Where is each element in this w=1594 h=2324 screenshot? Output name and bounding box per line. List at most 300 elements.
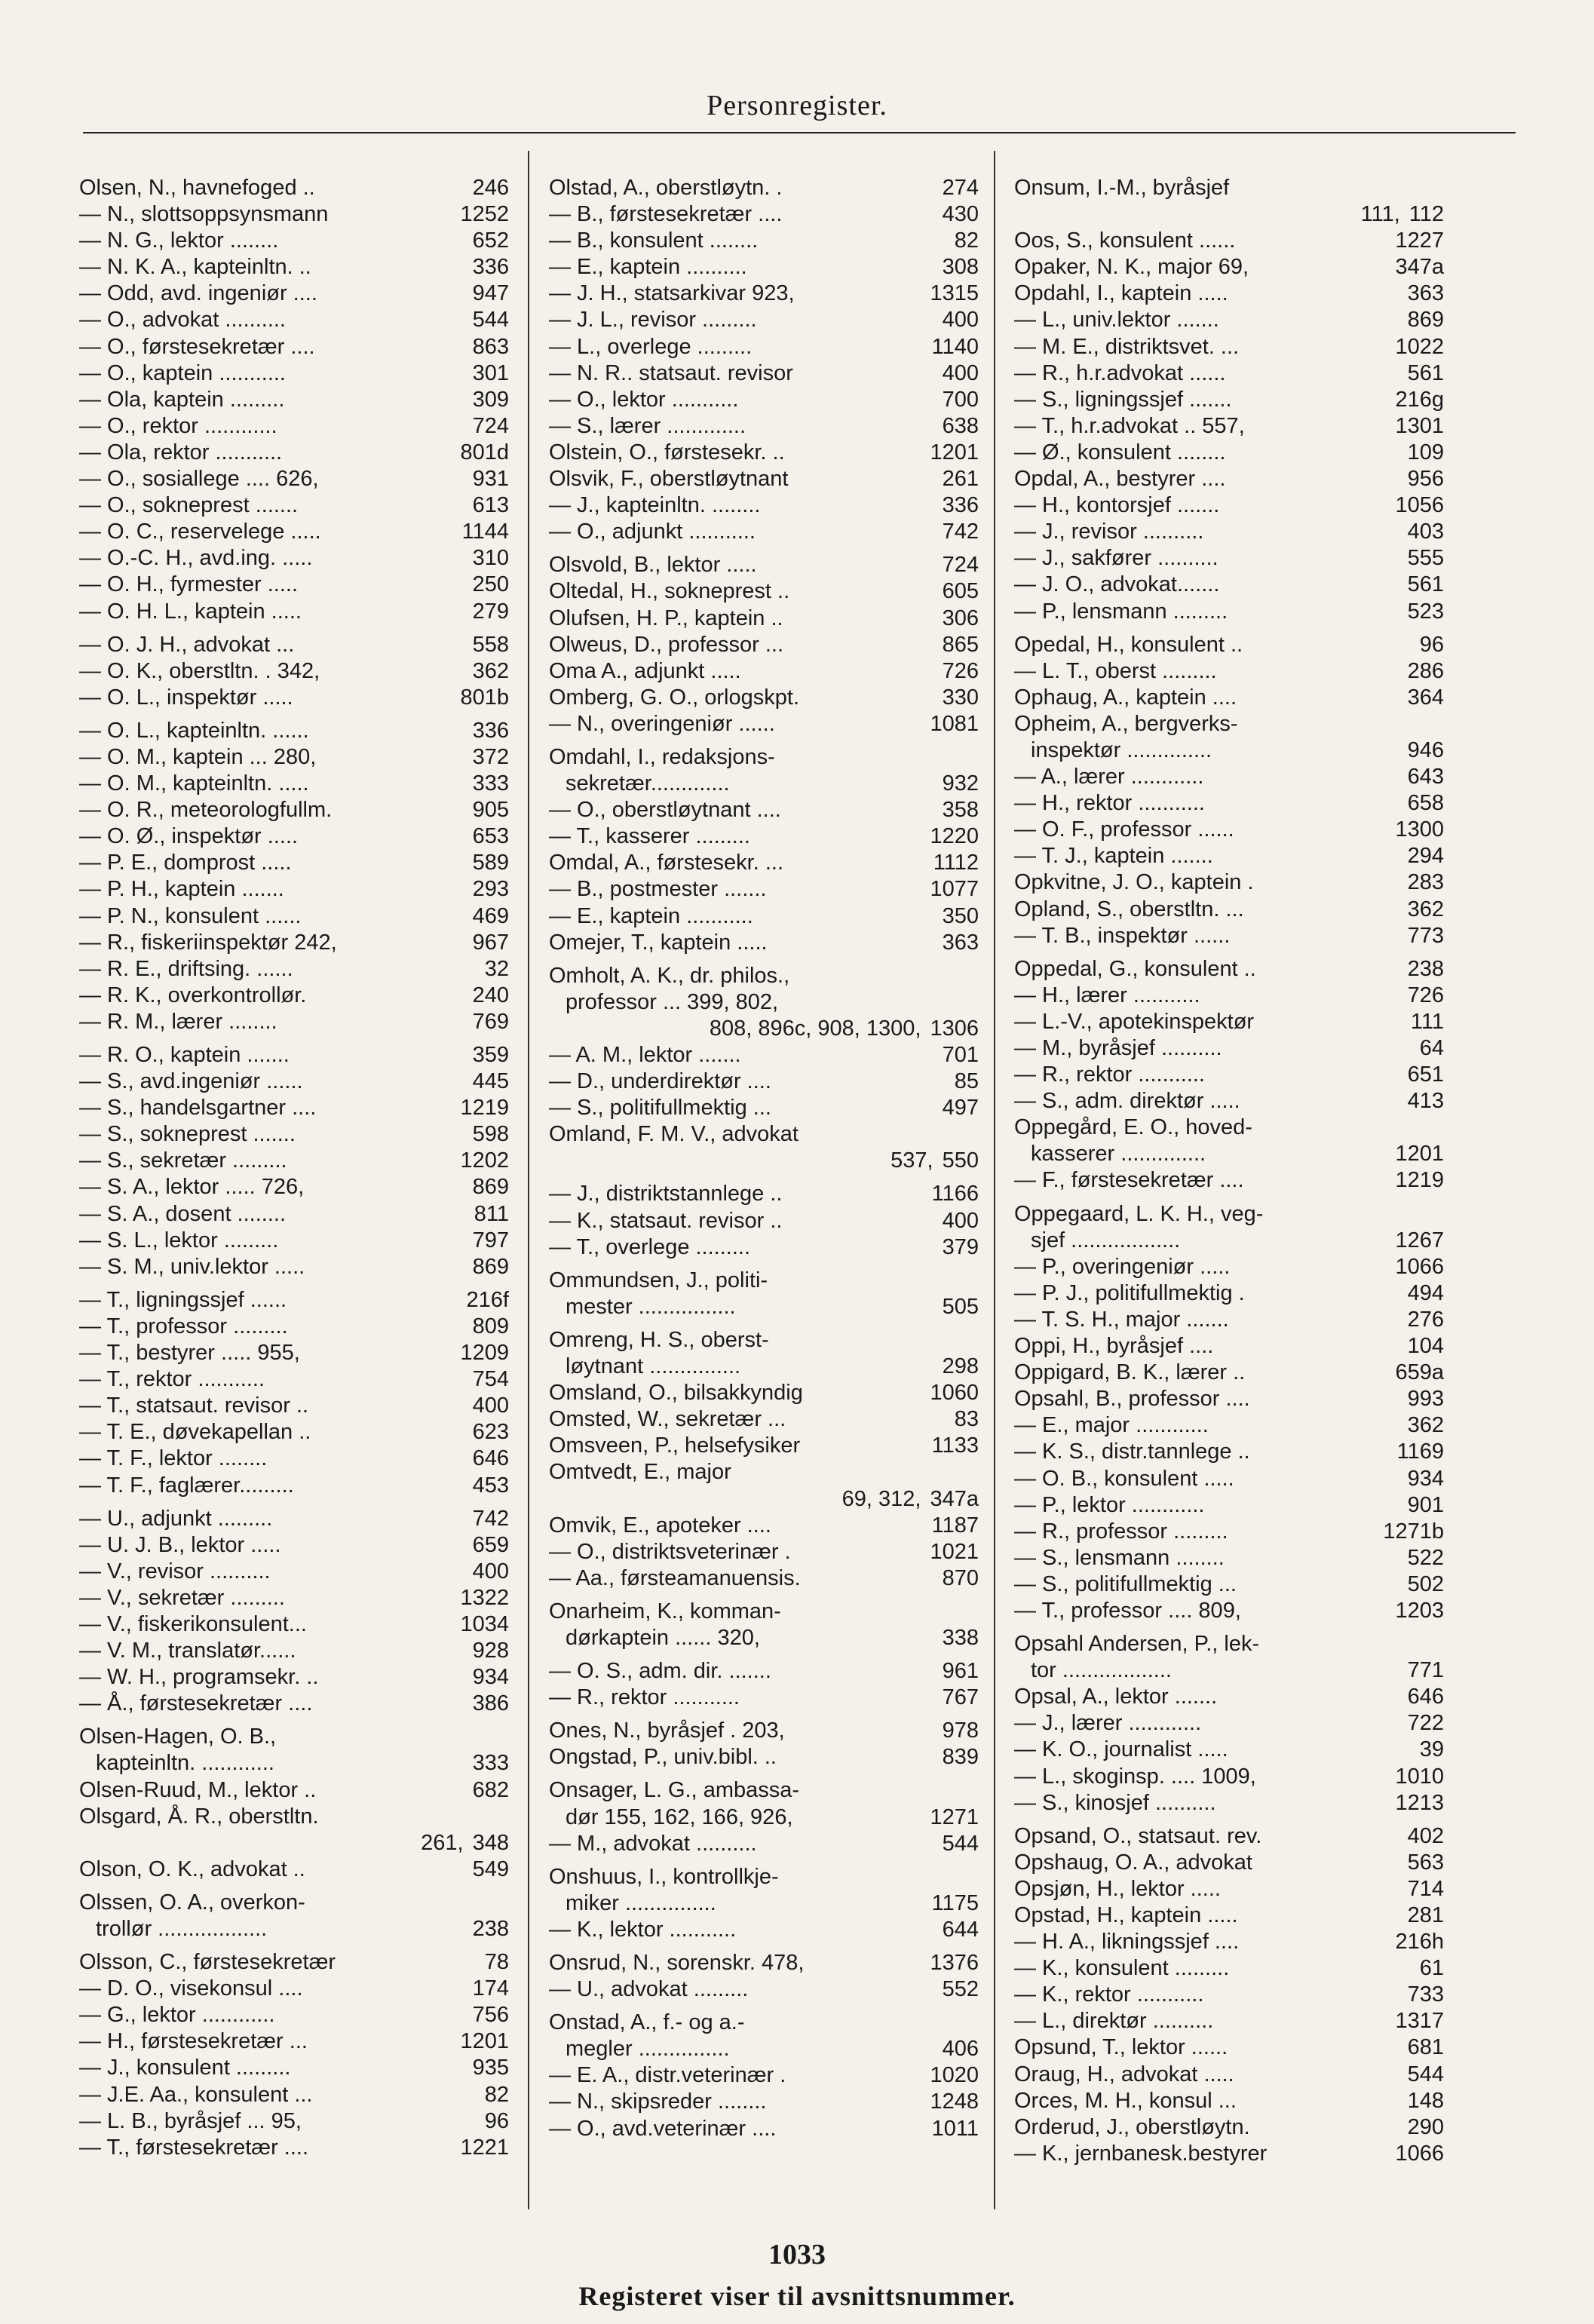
entry-text: — H., rektor ........... xyxy=(1014,791,1205,816)
index-entry xyxy=(1014,1280,1444,1307)
entry-text: Onsrud, N., sorenskr. 478, xyxy=(549,1951,805,1975)
entry-text: — L., overlege ......... xyxy=(549,334,753,359)
index-entry xyxy=(79,1009,509,1035)
entry-text: Olstein, O., førstesekr. .. xyxy=(549,440,785,464)
entry-text: — R., fiskeriinspektør 242, xyxy=(79,930,337,955)
entry-pages: 338 xyxy=(942,1625,979,1650)
entry-pages: 32 xyxy=(484,956,509,981)
entry-pages xyxy=(974,989,979,1016)
entry-pages: 1187 xyxy=(931,1513,979,1538)
index-entry xyxy=(79,175,509,201)
entry-pages: 494 xyxy=(1407,1280,1444,1305)
entry-text: Omtvedt, E., major xyxy=(549,1460,731,1485)
entry-pages: 722 xyxy=(1407,1711,1444,1736)
index-list xyxy=(1014,175,1444,2167)
entry-text: Oppedal, G., konsulent .. xyxy=(1014,956,1256,981)
index-entry xyxy=(79,201,509,228)
index-entry xyxy=(79,254,509,281)
entry-pages: 112 xyxy=(1409,202,1444,227)
index-entry xyxy=(79,1638,509,1664)
index-entry xyxy=(79,632,509,658)
index-column-3 xyxy=(1014,175,1444,2167)
entry-text: — O., adjunkt ........... xyxy=(549,520,756,544)
index-entry xyxy=(1014,1035,1444,1062)
entry-pages: 1300 xyxy=(1395,817,1444,842)
index-entry xyxy=(79,1314,509,1340)
entry-pages: 1220 xyxy=(930,824,979,849)
index-entry xyxy=(549,1565,979,1592)
entry-text: — Ø., konsulent ........ xyxy=(1014,440,1226,464)
entry-text: Omreng, H. S., oberst- xyxy=(549,1327,769,1352)
index-entry xyxy=(79,1559,509,1585)
entry-pages: 558 xyxy=(472,632,509,657)
entry-text: 69, 312, xyxy=(841,1486,921,1511)
entry-text: — P. J., politifullmektig . xyxy=(1014,1280,1245,1305)
index-entry xyxy=(1014,492,1444,519)
index-entry xyxy=(1014,1141,1444,1167)
entry-pages: 400 xyxy=(472,1559,509,1584)
entry-pages xyxy=(504,1890,509,1916)
entry-pages: 1133 xyxy=(931,1433,979,1458)
index-entry xyxy=(1014,1737,1444,1763)
index-entry xyxy=(1014,658,1444,685)
entry-text: — P. E., domprost ..... xyxy=(79,851,292,875)
entry-pages: 469 xyxy=(472,903,509,928)
entry-pages: 646 xyxy=(472,1446,509,1471)
entry-text: — O. H. L., kaptein ..... xyxy=(79,599,302,624)
index-entry xyxy=(549,823,979,850)
entry-text: Oppi, H., byråsjef .... xyxy=(1014,1334,1214,1359)
entry-pages: 333 xyxy=(472,1751,509,1776)
entry-text: — E., kaptein .......... xyxy=(549,255,747,280)
entry-pages: 96 xyxy=(1419,632,1444,657)
entry-pages xyxy=(1439,1201,1444,1228)
entry-text: — L., univ.lektor ....... xyxy=(1014,308,1219,333)
index-entry xyxy=(549,771,979,797)
index-entry xyxy=(1014,440,1444,466)
index-entry xyxy=(549,989,979,1016)
entry-pages: 1252 xyxy=(460,202,509,227)
entry-text: Onshuus, I., kontrollkje- xyxy=(549,1864,779,1889)
entry-pages: 869 xyxy=(472,1254,509,1279)
index-entry xyxy=(79,2028,509,2055)
entry-pages: 811 xyxy=(474,1201,509,1226)
entry-text: Opland, S., oberstltn. ... xyxy=(1014,897,1244,921)
entry-pages: 148 xyxy=(1407,2088,1444,2113)
index-entry xyxy=(549,711,979,737)
entry-text: — V. M., translatør...... xyxy=(79,1639,296,1663)
entry-pages: 956 xyxy=(1407,467,1444,492)
entry-text: Opsand, O., statsaut. rev. xyxy=(1014,1823,1262,1848)
index-entry xyxy=(1014,923,1444,949)
entry-pages: 549 xyxy=(472,1856,509,1881)
entry-pages: 652 xyxy=(472,228,509,253)
index-entry xyxy=(1014,711,1444,737)
entry-text: — S., kinosjef .......... xyxy=(1014,1790,1216,1815)
entry-pages: 1175 xyxy=(931,1890,979,1915)
entry-text: sjef .................. xyxy=(1031,1228,1181,1252)
index-entry xyxy=(79,334,509,360)
entry-text: — J. H., statsarkivar 923, xyxy=(549,281,795,306)
index-entry xyxy=(549,2116,979,2142)
entry-pages: 651 xyxy=(1407,1062,1444,1087)
entry-pages: 1203 xyxy=(1395,1598,1444,1623)
entry-text: Omsland, O., bilsakkyndig xyxy=(549,1381,803,1406)
index-entry xyxy=(1014,1710,1444,1737)
entry-text: — K., rektor ........... xyxy=(1014,1982,1204,2007)
index-entry xyxy=(79,519,509,545)
entry-pages: 801b xyxy=(460,685,509,710)
index-entry xyxy=(79,1042,509,1068)
index-entry xyxy=(79,1750,509,1777)
index-entry xyxy=(79,2108,509,2135)
entry-pages xyxy=(974,1121,979,1148)
index-entry xyxy=(549,606,979,632)
entry-pages: 1201 xyxy=(1395,1142,1444,1167)
entry-text: — D., underdirektør .... xyxy=(549,1069,771,1094)
entry-pages: 682 xyxy=(472,1777,509,1802)
entry-text: — S., sekretær ......... xyxy=(79,1148,287,1173)
index-entry xyxy=(549,334,979,360)
index-entry xyxy=(79,850,509,876)
entry-pages xyxy=(974,1777,979,1804)
entry-pages: 742 xyxy=(472,1506,509,1531)
index-entry xyxy=(549,1539,979,1565)
entry-pages: 870 xyxy=(942,1565,979,1590)
index-entry xyxy=(79,1724,509,1750)
entry-text: Oltedal, H., sokneprest .. xyxy=(549,579,790,604)
entry-text: Opsund, T., lektor ...... xyxy=(1014,2035,1228,2060)
entry-pages: 290 xyxy=(1407,2114,1444,2139)
index-column-2 xyxy=(549,175,979,2142)
index-entry xyxy=(1014,545,1444,572)
index-entry xyxy=(549,903,979,930)
entry-text: — T., rektor ........... xyxy=(79,1367,265,1392)
entry-text: — O., rektor ............ xyxy=(79,413,277,438)
index-entry xyxy=(79,360,509,387)
entry-text: Olsvik, F., oberstløytnant xyxy=(549,467,789,492)
entry-pages: 993 xyxy=(1407,1387,1444,1412)
entry-pages: 724 xyxy=(472,413,509,438)
entry-text: — T., h.r.advokat .. 557, xyxy=(1014,413,1245,438)
entry-pages: 769 xyxy=(472,1009,509,1034)
entry-pages: 1248 xyxy=(930,2089,979,2114)
index-entry xyxy=(1014,1902,1444,1929)
index-entry xyxy=(549,744,979,771)
entry-pages: 1315 xyxy=(930,281,979,306)
entry-pages: 767 xyxy=(942,1685,979,1710)
entry-pages: 1301 xyxy=(1395,413,1444,438)
index-entry xyxy=(549,1294,979,1320)
entry-pages: 839 xyxy=(942,1745,979,1770)
index-entry xyxy=(79,1366,509,1393)
entry-pages: 961 xyxy=(942,1659,979,1684)
entry-text: — S., sokneprest ....... xyxy=(79,1122,296,1147)
entry-text: — O. M., kapteinltn. ..... xyxy=(79,771,309,796)
entry-text: — P. N., konsulent ...... xyxy=(79,903,302,928)
entry-text: — O. L., kapteinltn. ...... xyxy=(79,718,309,743)
index-entry xyxy=(1014,519,1444,545)
entry-pages: 336 xyxy=(942,493,979,518)
entry-text: — E., major ............ xyxy=(1014,1413,1209,1438)
entry-pages: 754 xyxy=(472,1367,509,1392)
entry-text: Oppigard, B. K., lærer .. xyxy=(1014,1360,1246,1385)
entry-pages: 363 xyxy=(1407,281,1444,306)
entry-text: — Å., førstesekretær .... xyxy=(79,1691,313,1716)
index-entry xyxy=(549,1513,979,1539)
index-entry xyxy=(79,1068,509,1095)
index-entry xyxy=(79,1446,509,1472)
entry-pages: 336 xyxy=(472,255,509,280)
entry-pages xyxy=(974,744,979,771)
entry-pages: 386 xyxy=(472,1691,509,1716)
entry-text: Opheim, A., bergverks- xyxy=(1014,711,1238,736)
entry-text: dør 155, 162, 166, 926, xyxy=(566,1804,793,1829)
entry-pages: 309 xyxy=(472,387,509,412)
index-entry xyxy=(79,771,509,797)
entry-pages: 801d xyxy=(460,440,509,464)
entry-text: — O., sosiallege .... 626, xyxy=(79,467,319,492)
entry-pages: 400 xyxy=(472,1393,509,1418)
entry-pages: 362 xyxy=(1407,1413,1444,1438)
entry-pages: 276 xyxy=(1407,1307,1444,1332)
entry-text: — T. F., lektor ........ xyxy=(79,1446,268,1471)
entry-text: — D. O., visekonsul .... xyxy=(79,1976,303,2001)
entry-pages: 364 xyxy=(1407,685,1444,710)
entry-pages: 659a xyxy=(1395,1360,1444,1385)
entry-pages xyxy=(974,1864,979,1890)
entry-pages: 643 xyxy=(1407,765,1444,789)
index-entry xyxy=(79,1830,509,1856)
entry-text: dørkaptein ...... 320, xyxy=(566,1625,760,1650)
entry-text: — S., adm. direktør ..... xyxy=(1014,1089,1240,1114)
index-entry xyxy=(549,492,979,519)
entry-text: 111, xyxy=(1360,202,1400,227)
index-entry xyxy=(549,578,979,605)
entry-text: Oma A., adjunkt ..... xyxy=(549,658,741,683)
entry-text: — U. J. B., lektor ..... xyxy=(79,1532,281,1557)
index-entry xyxy=(1014,1360,1444,1386)
entry-text: — T. E., døvekapellan .. xyxy=(79,1420,311,1445)
entry-pages: 1202 xyxy=(460,1148,509,1173)
entry-text: — P., lektor ............ xyxy=(1014,1492,1205,1517)
entry-text: Opsjøn, H., lektor ..... xyxy=(1014,1876,1221,1901)
entry-pages: 555 xyxy=(1407,546,1444,571)
entry-text: — J., revisor .......... xyxy=(1014,520,1204,544)
index-entry xyxy=(79,983,509,1009)
entry-text: Opdal, A., bestyrer .... xyxy=(1014,467,1226,492)
entry-text: Omdal, A., førstesekr. ... xyxy=(549,851,784,875)
entry-text: — S. M., univ.lektor ..... xyxy=(79,1254,305,1279)
index-entry xyxy=(549,552,979,578)
entry-text: tor .................. xyxy=(1031,1658,1172,1683)
index-entry xyxy=(549,1433,979,1459)
entry-pages: 869 xyxy=(472,1175,509,1200)
index-entry xyxy=(549,1917,979,1943)
entry-text: Omsted, W., sekretær ... xyxy=(549,1407,786,1432)
entry-pages xyxy=(974,1327,979,1354)
entry-pages: 400 xyxy=(942,360,979,385)
entry-pages: 294 xyxy=(1407,844,1444,869)
entry-text: — R. K., overkontrollør. xyxy=(79,983,307,1007)
entry-pages: 216f xyxy=(466,1287,509,1312)
index-entry xyxy=(79,1287,509,1314)
entry-text: — L. B., byråsjef ... 95, xyxy=(79,2108,302,2133)
entry-pages: 1077 xyxy=(930,877,979,902)
entry-text: — T., bestyrer ..... 955, xyxy=(79,1341,300,1366)
index-entry xyxy=(549,685,979,711)
entry-text: Omberg, G. O., orlogskpt. xyxy=(549,685,799,710)
index-entry xyxy=(549,1685,979,1711)
entry-pages: 1081 xyxy=(930,711,979,736)
index-entry xyxy=(1014,307,1444,333)
entry-text: Olssen, O. A., overkon- xyxy=(79,1890,305,1915)
index-entry xyxy=(1014,1201,1444,1228)
entry-pages: 978 xyxy=(942,1718,979,1743)
index-entry xyxy=(1014,1684,1444,1710)
entry-pages: 238 xyxy=(1407,956,1444,981)
entry-text: 537, xyxy=(890,1148,933,1173)
entry-text: — T. F., faglærer......... xyxy=(79,1473,294,1498)
index-entry xyxy=(79,307,509,333)
entry-text: Olufsen, H. P., kaptein .. xyxy=(549,606,783,630)
entry-pages: 934 xyxy=(472,1665,509,1690)
entry-pages: 1010 xyxy=(1395,1764,1444,1789)
entry-pages xyxy=(1439,711,1444,737)
index-entry xyxy=(79,2002,509,2028)
entry-pages xyxy=(1439,1114,1444,1141)
index-entry xyxy=(79,1856,509,1883)
entry-text: — O. H., fyrmester ..... xyxy=(79,572,299,597)
entry-text: — M., advokat .......... xyxy=(549,1831,757,1856)
entry-pages: 1056 xyxy=(1395,493,1444,518)
entry-text: Olsvold, B., lektor ..... xyxy=(549,553,757,578)
entry-pages: 523 xyxy=(1407,599,1444,624)
entry-pages: 402 xyxy=(1407,1823,1444,1848)
entry-text: — N., overingeniør ...... xyxy=(549,711,775,736)
entry-text: — O., førstesekretær .... xyxy=(79,334,315,359)
index-entry xyxy=(1014,175,1444,201)
entry-pages: 809 xyxy=(472,1314,509,1338)
entry-pages: 379 xyxy=(942,1234,979,1259)
entry-text: megler ............... xyxy=(566,2037,730,2062)
entry-pages: 905 xyxy=(472,798,509,823)
entry-pages: 659 xyxy=(472,1532,509,1557)
index-entry xyxy=(549,1625,979,1651)
entry-pages: 701 xyxy=(942,1043,979,1067)
entry-pages: 274 xyxy=(942,176,979,200)
index-entry xyxy=(549,1777,979,1804)
entry-text: inspektør .............. xyxy=(1031,737,1212,762)
entry-pages: 550 xyxy=(942,1148,979,1173)
entry-text: sekretær............. xyxy=(566,771,730,796)
entry-text: Oppegård, E. O., hoved- xyxy=(1014,1115,1252,1140)
index-entry xyxy=(549,281,979,307)
entry-pages: 681 xyxy=(1407,2035,1444,2060)
entry-text: — W. H., programsekr. .. xyxy=(79,1665,319,1690)
entry-pages: 281 xyxy=(1407,1903,1444,1927)
entry-pages: 174 xyxy=(472,1976,509,2001)
entry-pages: 310 xyxy=(472,546,509,571)
index-entry xyxy=(549,2089,979,2115)
index-entry xyxy=(79,1393,509,1419)
entry-text: Onsager, L. G., ambassa- xyxy=(549,1778,800,1803)
index-entry xyxy=(549,850,979,876)
index-entry xyxy=(1014,1114,1444,1141)
entry-pages: 1020 xyxy=(930,2063,979,2088)
entry-pages: 362 xyxy=(1407,897,1444,921)
entry-text: — O. M., kaptein ... 280, xyxy=(79,744,317,769)
index-column-1 xyxy=(79,175,509,2161)
index-entry xyxy=(549,387,979,413)
entry-pages: 1219 xyxy=(1395,1168,1444,1193)
entry-pages: 1166 xyxy=(931,1182,979,1206)
entry-pages: 1144 xyxy=(461,520,509,544)
entry-pages: 726 xyxy=(942,658,979,683)
entry-pages: 298 xyxy=(942,1354,979,1379)
entry-text: — T., førstesekretær .... xyxy=(79,2135,309,2160)
entry-text: — L.-V., apotekinspektør xyxy=(1014,1009,1255,1034)
entry-pages: 1227 xyxy=(1395,228,1444,253)
entry-pages: 1209 xyxy=(460,1341,509,1366)
index-entry xyxy=(1014,1519,1444,1545)
entry-pages: 358 xyxy=(942,798,979,823)
entry-text: — O., avd.veterinær .... xyxy=(549,2116,777,2141)
entry-text: miker ............... xyxy=(566,1890,716,1915)
index-entry xyxy=(79,1254,509,1280)
entry-text: — T. S. H., major ....... xyxy=(1014,1307,1229,1332)
entry-text: Olsgard, Å. R., oberstltn. xyxy=(79,1804,319,1829)
entry-pages: 64 xyxy=(1419,1036,1444,1060)
index-entry xyxy=(79,1777,509,1804)
index-entry xyxy=(79,930,509,956)
entry-pages: 623 xyxy=(472,1420,509,1445)
entry-text: Orderud, J., oberstløytn. xyxy=(1014,2114,1250,2139)
entry-text: — O. C., reservelege ..... xyxy=(79,520,321,544)
column-divider xyxy=(528,151,529,2209)
entry-text: — T. J., kaptein ....... xyxy=(1014,844,1213,869)
entry-pages: 869 xyxy=(1407,308,1444,333)
entry-pages: 1322 xyxy=(460,1585,509,1610)
index-entry xyxy=(549,1095,979,1121)
entry-text: — O. R., meteorologfullm. xyxy=(79,798,333,823)
entry-pages xyxy=(974,1459,979,1485)
entry-pages: 240 xyxy=(472,983,509,1007)
entry-text: — A., lærer ............ xyxy=(1014,765,1204,789)
entry-text: — G., lektor ............ xyxy=(79,2003,275,2028)
index-list xyxy=(549,175,979,2142)
entry-text: Omholt, A. K., dr. philos., xyxy=(549,963,790,988)
index-entry xyxy=(1014,281,1444,307)
entry-text: Omejer, T., kaptein ..... xyxy=(549,930,768,955)
entry-text: — Ola, kaptein ......... xyxy=(79,387,285,412)
index-entry xyxy=(549,228,979,254)
index-entry xyxy=(549,1950,979,1976)
entry-text: — P., lensmann ......... xyxy=(1014,599,1228,624)
index-entry xyxy=(1014,790,1444,817)
entry-text: — J., distriktstannlege .. xyxy=(549,1182,783,1206)
index-entry xyxy=(79,1506,509,1532)
entry-pages xyxy=(504,1724,509,1750)
entry-pages: 1267 xyxy=(1395,1228,1444,1252)
index-entry xyxy=(1014,632,1444,658)
index-entry xyxy=(1014,1571,1444,1598)
entry-text: — H. A., likningssjef .... xyxy=(1014,1930,1240,1955)
entry-text: — O. F., professor ...... xyxy=(1014,817,1234,842)
entry-pages: 61 xyxy=(1419,1956,1444,1981)
entry-pages: 613 xyxy=(472,493,509,518)
entry-text: Onstad, A., f.- og a.- xyxy=(549,2010,745,2035)
